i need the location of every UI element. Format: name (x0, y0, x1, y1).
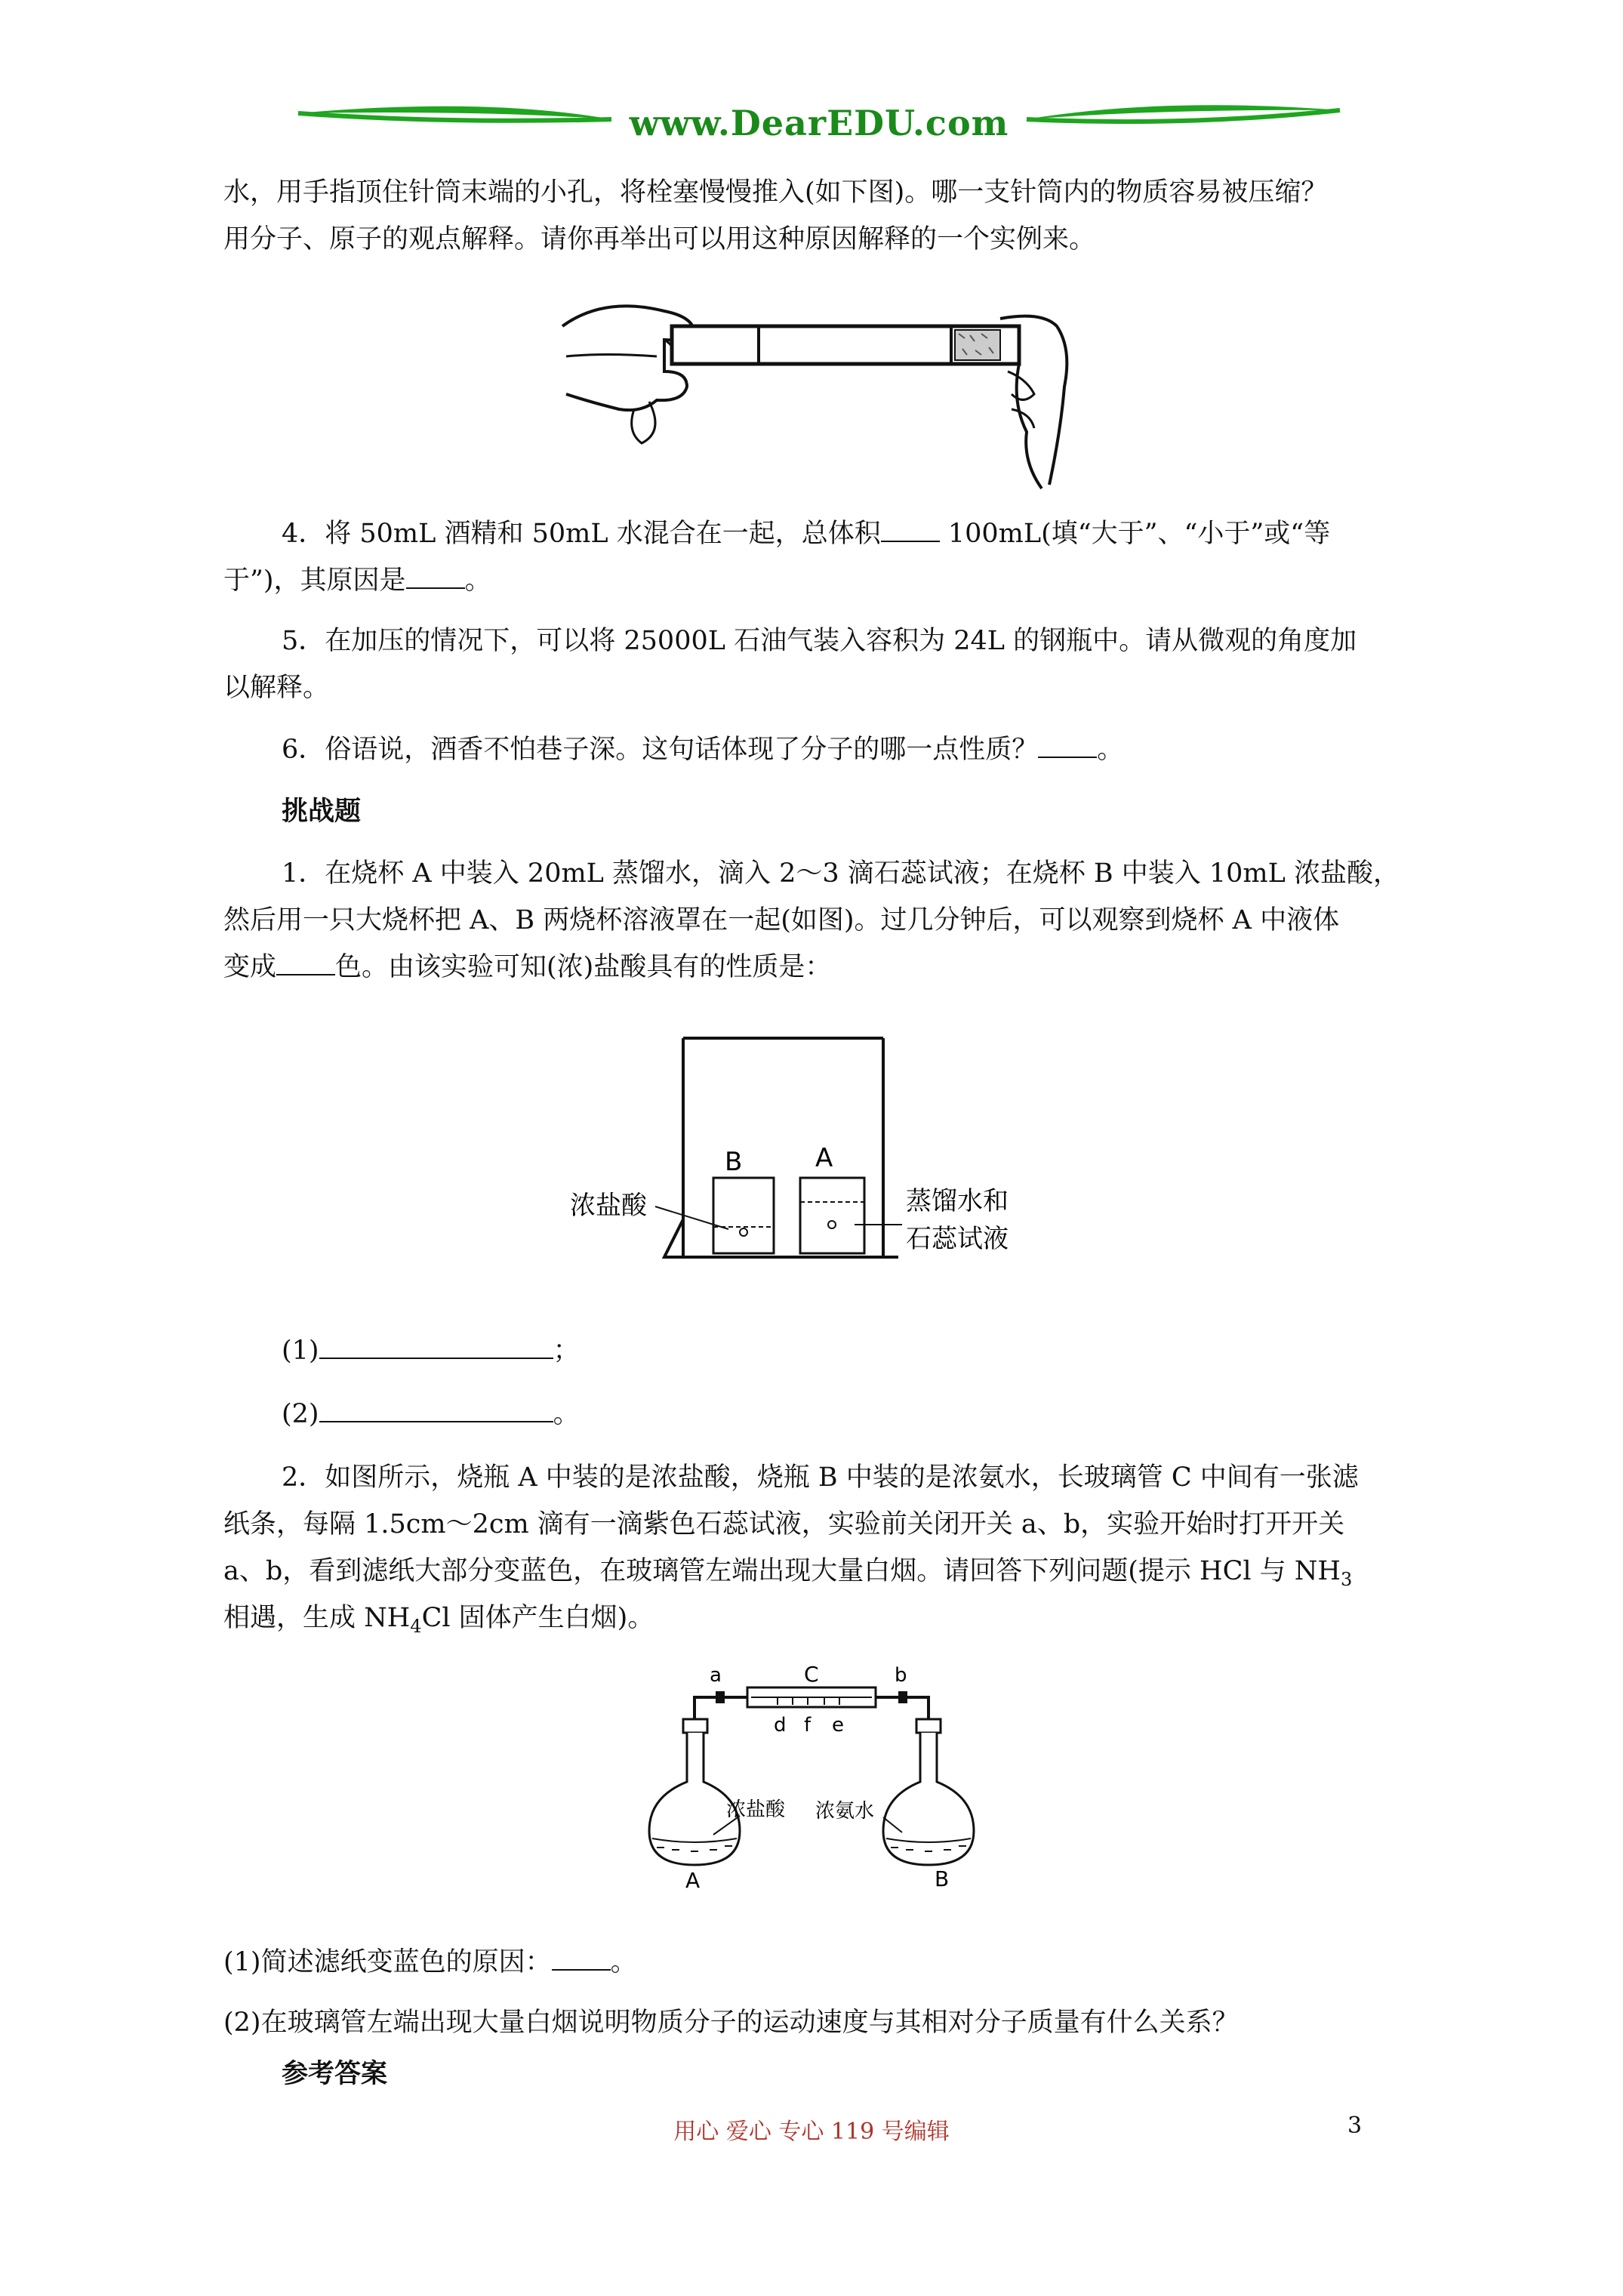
question-6-line: 6．俗语说，酒香不怕巷子深。这句话体现了分子的哪一点性质？ 。 (282, 726, 1123, 773)
answer-line-1: (1) ； (282, 1327, 580, 1374)
answer-blank[interactable] (406, 557, 465, 589)
answer-blank[interactable] (1038, 726, 1097, 758)
flask-apparatus-figure (634, 1657, 996, 1891)
section-title: 参考答案 (282, 2058, 388, 2089)
point-d-label: d (774, 1714, 787, 1737)
text-line: 然后用一只大烧杯把 A、B 两烧杯溶液罩在一起(如图)。过几分钟后，可以观察到烧杯 A 中液体 (223, 905, 1340, 935)
beaker-a-label: A (815, 1143, 833, 1173)
text-line: 用分子、原子的观点解释。请你再举出可以用这种原因解释的一个实例来。 (223, 224, 1096, 254)
answer-blank[interactable] (319, 1327, 553, 1359)
right-beaker-caption-line-1: 蒸馏水和 (906, 1186, 1009, 1216)
point-f-label: f (804, 1714, 812, 1737)
flask-b-label: B (935, 1866, 950, 1891)
page-header (294, 97, 1344, 149)
question-c1-line-3: 变成 色。由该实验可知(浓)盐酸具有的性质是： (223, 944, 831, 991)
answer-line-2: (2) 。 (282, 1391, 580, 1438)
question-c2-line-4: 相遇，生成 $NH_4Cl$ 固体产生白烟)。 (223, 1603, 654, 1637)
page-number: 3 (1347, 2113, 1363, 2139)
right-beaker-caption-line-2: 石蕊试液 (906, 1224, 1009, 1254)
text-line: 纸条，每隔 1.5cm～2cm 滴有一滴紫色石蕊试液，实验前关闭开关 a、b，实验开始时打开开关 (223, 1509, 1345, 1539)
answer-blank[interactable] (552, 1939, 611, 1971)
text-line: 水，用手指顶住针筒末端的小孔，将栓塞慢慢推入(如下图)。哪一支针筒内的物质容易被压缩？ (223, 177, 1328, 208)
right-liquid-label: 浓氨水 (815, 1800, 875, 1823)
point-e-label: e (832, 1714, 844, 1737)
beaker-figure (559, 1027, 1057, 1276)
text-line: 5．在加压的情况下，可以将 25000L 石油气装入容积为 24L 的钢瓶中。请从微观的角度加 (282, 626, 1357, 656)
text-line: 1．在烧杯 A 中装入 20mL 蒸馏水，滴入 2～3 滴石蕊试液；在烧杯 B 中装入 10mL 浓盐酸， (282, 858, 1400, 889)
tube-c-label: C (804, 1662, 819, 1687)
text-line: 以解释。 (223, 673, 330, 703)
sub-question-1: (1)简述滤纸变蓝色的原因： 。 (223, 1939, 637, 1986)
question-4-line-2: 于”)，其原因是 。 (223, 557, 491, 604)
left-beaker-caption: 浓盐酸 (570, 1191, 647, 1221)
syringe-figure (559, 281, 1072, 492)
answer-blank[interactable] (881, 510, 940, 542)
question-c2-line-3: a、b，看到滤纸大部分变蓝色，在玻璃管左端出现大量白烟。请回答下列问题(提示 HCl 与 $NH_3$ (223, 1556, 1353, 1590)
flask-a-label: A (685, 1868, 701, 1891)
answer-blank[interactable] (276, 944, 335, 975)
question-4-line-1: 4．将 50mL 酒精和 50mL 水混合在一起，总体积 100mL(填“大于”、“小于”或“等 (282, 510, 1330, 557)
answer-blank[interactable] (319, 1391, 553, 1422)
text-line: 2．如图所示，烧瓶 A 中装的是浓盐酸，烧瓶 B 中装的是浓氨水，长玻璃管 C 中间有一张滤 (282, 1462, 1359, 1493)
section-title: 挑战题 (282, 796, 362, 827)
header-site-name: www.DearEDU.com (629, 103, 1009, 143)
left-liquid-label: 浓盐酸 (726, 1798, 786, 1821)
beaker-b-label: B (725, 1147, 743, 1177)
valve-b-label: b (895, 1664, 907, 1687)
valve-a-label: a (710, 1664, 722, 1687)
text-line: (2)在玻璃管左端出现大量白烟说明物质分子的运动速度与其相对分子质量有什么关系？ (223, 2008, 1239, 2038)
footer-slogan: 用心 爱心 专心 119 号编辑 (673, 2119, 950, 2145)
